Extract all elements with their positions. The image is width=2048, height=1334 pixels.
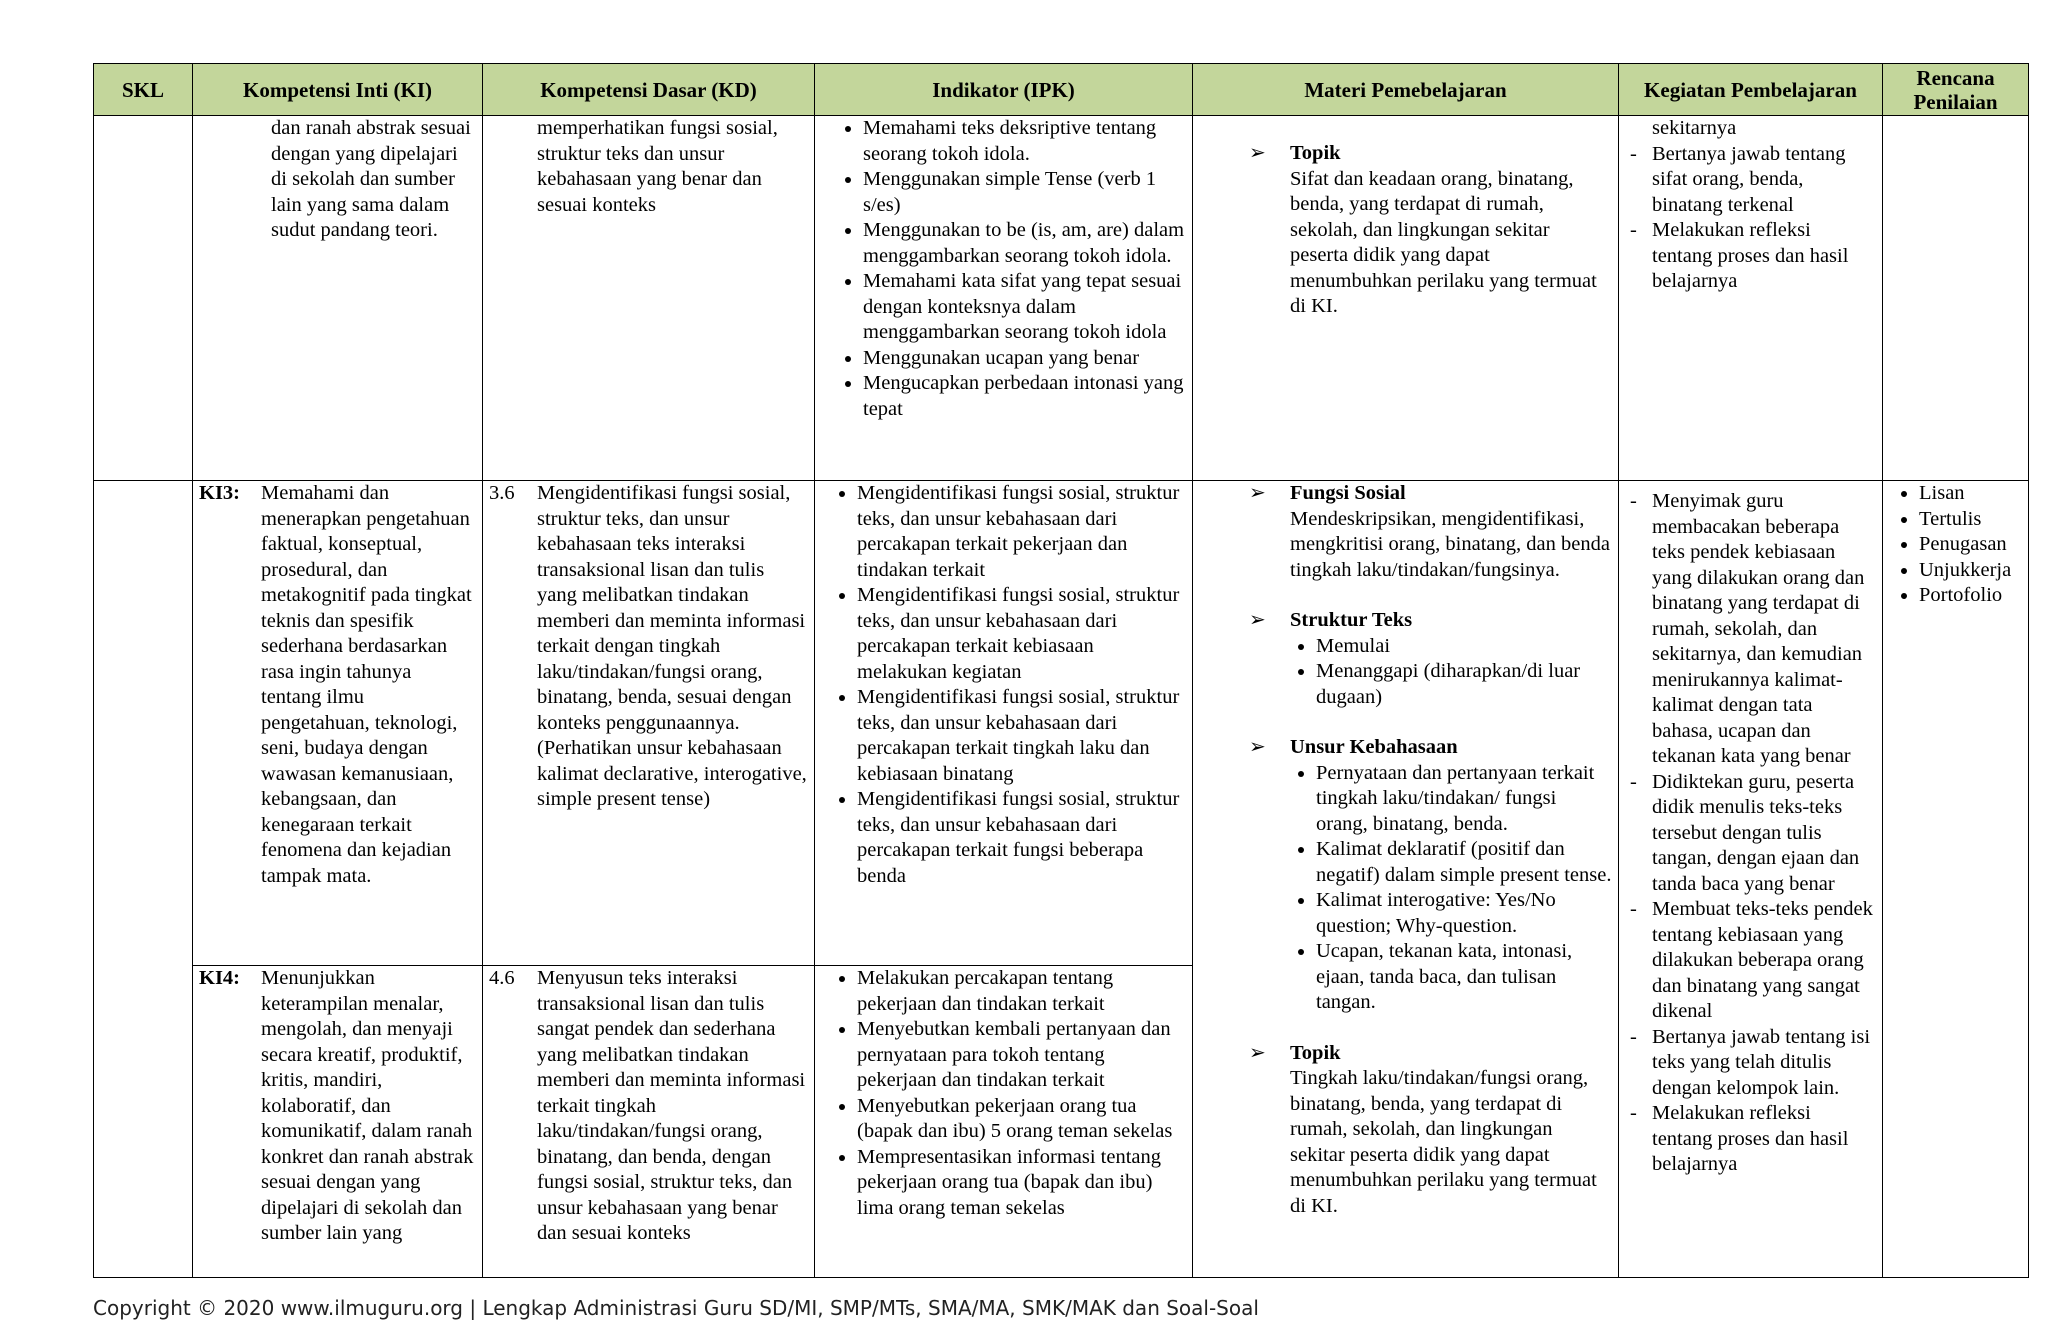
ki-cell xyxy=(193,481,483,966)
materi-topik: ➢ Topik Tingkah laku/tindakan/fungsi orang, binatang, benda, yang terdapat di rumah, sekolah, dan lingkungan sekitar peserta didik yang dapat menumbuhkan perilaku yang termuat di KI. xyxy=(1249,1041,1597,1217)
list-item: • Menyebutkan pekerjaan orang tua (bapak dan ibu) 5 orang teman sekelas xyxy=(857,1094,1186,1145)
list-item: • Tertulis xyxy=(1919,507,2022,533)
ipk-cell xyxy=(815,481,1193,966)
ki-label: KI4: xyxy=(199,967,240,989)
penilaian-list xyxy=(1889,481,2022,609)
list-item: • Mengidentifikasi fungsi sosial, struktur teks, dan unsur kebahasaan dari percakapan terkait pekerjaan dan tindakan terkait xyxy=(857,481,1186,583)
kd-text: Mengidentifikasi fungsi sosial, struktur teks, dan unsur kebahasaan teks interaksi transaksional lisan dan tulis yang melibatkan tindakan memberi dan meminta informasi terkait dengan tingkah laku/tindakan/fungsi orang, binatang, benda, sesuai dengan konteks penggunaannya. (Perhatikan unsur kebahasaan kalimat declarative, interogative, simple present tense) xyxy=(537,482,807,810)
struktur-list xyxy=(1199,634,1612,711)
kd-text: Menyusun teks interaksi transaksional lisan dan tulis sangat pendek dan sederhana yang melibatkan tindakan memberi dan meminta informasi terkait tingkah laku/tindakan/fungsi orang, binatang, dan benda, dengan fungsi sosial, struktur teks, dan unsur kebahasaan yang benar dan sesuai konteks xyxy=(537,967,806,1244)
list-item: - Membuat teks-teks pendek tentang kebiasaan yang dilakukan beberapa orang dan binatang yang sangat dikenal xyxy=(1625,897,1876,1025)
ipk-list xyxy=(821,116,1186,422)
list-item: - Melakukan refleksi tentang proses dan hasil belajarnya xyxy=(1625,218,1876,295)
arrow-bullet-icon: ➢ xyxy=(1249,736,1266,758)
kegiatan-lead: sekitarnya xyxy=(1652,117,1737,139)
ipk-list xyxy=(821,481,1186,889)
materi-fungsi-sosial: ➢ Fungsi Sosial Mendeskripsikan, mengidentifikasi, mengkritisi orang, binatang, dan benda tingkah laku/tindakan/fungsinya. xyxy=(1249,482,1610,581)
materi-cell xyxy=(1193,481,1619,1278)
kegiatan-list xyxy=(1625,142,1876,295)
ki-text: Memahami dan menerapkan pengetahuan faktual, konseptual, prosedural, dan metakognitif pada tingkat teknis dan spesifik sederhana berdasarkan rasa ingin tahunya tentang ilmu pengetahuan, teknologi, seni, budaya dengan wawasan kemanusiaan, kebangsaan, dan kenegaraan terkait fenomena dan kejadian tampak mata. xyxy=(261,482,472,887)
list-item: • Memahami teks deksriptive tentang seorang tokoh idola. xyxy=(863,116,1186,167)
kd-number: 4.6 xyxy=(489,967,515,989)
list-item: • Menanggapi (diharapkan/di luar dugaan) xyxy=(1316,659,1612,710)
list-item: • Mengidentifikasi fungsi sosial, struktur teks, dan unsur kebahasaan dari percakapan terkait fungsi beberapa benda xyxy=(857,787,1186,889)
arrow-bullet-icon: ➢ xyxy=(1249,482,1266,504)
list-item: • Melakukan percakapan tentang pekerjaan dan tindakan terkait xyxy=(857,966,1186,1017)
materi-unsur-kebahasaan: ➢ Unsur Kebahasaan xyxy=(1199,735,1612,761)
materi-cell xyxy=(1193,116,1619,481)
kd-text: memperhatikan fungsi sosial, struktur teks dan unsur kebahasaan yang benar dan sesuai konteks xyxy=(537,117,778,216)
ki-label: KI3: xyxy=(199,482,240,504)
table-row xyxy=(94,481,2029,966)
list-item: • Memahami kata sifat yang tepat sesuai dengan konteksnya dalam menggambarkan seorang tokoh idola xyxy=(863,269,1186,346)
ipk-list xyxy=(821,966,1186,1221)
kd-cell xyxy=(483,481,815,966)
list-item: • Memulai xyxy=(1316,634,1612,660)
list-item: • Unjukkerja xyxy=(1919,558,2022,584)
kd-cell xyxy=(483,966,815,1278)
arrow-bullet-icon: ➢ xyxy=(1249,609,1266,631)
penilaian-cell xyxy=(1883,481,2029,1278)
ki-cell xyxy=(193,116,483,481)
list-item: • Menggunakan to be (is, am, are) dalam menggambarkan seorang tokoh idola. xyxy=(863,218,1186,269)
skl-cell xyxy=(94,481,193,1278)
list-item: - Bertanya jawab tentang sifat orang, benda, binatang terkenal xyxy=(1625,142,1876,219)
header-ipk: Indikator (IPK) xyxy=(815,64,1193,116)
list-item: • Mempresentasikan informasi tentang pekerjaan orang tua (bapak dan ibu) lima orang teman sekelas xyxy=(857,1145,1186,1222)
list-item: - Menyimak guru membacakan beberapa teks pendek kebiasaan yang dilakukan orang dan binatang yang terdapat di rumah, sekolah, dan sekitarnya, dan kemudian menirukannya kalimat-kalimat dengan tata bahasa, ucapan dan tekanan kata yang benar xyxy=(1625,489,1876,770)
materi-struktur-teks: ➢ Struktur Teks xyxy=(1199,608,1612,634)
list-item: • Portofolio xyxy=(1919,583,2022,609)
skl-cell xyxy=(94,116,193,481)
list-item: • Menggunakan ucapan yang benar xyxy=(863,346,1186,372)
materi-topik: ➢ Topik Sifat dan keadaan orang, binatang, benda, yang terdapat di rumah, sekolah, dan lingkungan sekitar peserta didik yang dapat menumbuhkan perilaku yang termuat di KI. xyxy=(1249,142,1597,317)
ki-text: Menunjukkan keterampilan menalar, mengolah, dan menyaji secara kreatif, produktif, kritis, mandiri, kolaboratif, dan komunikatif, dalam ranah konkret dan ranah abstrak sesuai dengan yang dipelajari di sekolah dan sumber lain yang xyxy=(261,967,474,1244)
silabus-table xyxy=(93,63,2029,1278)
list-item: • Ucapan, tekanan kata, intonasi, ejaan, tanda baca, dan tulisan tangan. xyxy=(1316,939,1612,1016)
copyright-footer: Copyright © 2020 www.ilmuguru.org | Lengkap Administrasi Guru SD/MI, SMP/MTs, SMA/MA, SMK/MAK dan Soal-Soal xyxy=(93,1296,1259,1320)
header-skl: SKL xyxy=(94,64,193,116)
kegiatan-cell xyxy=(1619,481,1883,1278)
table-row xyxy=(94,116,2029,481)
arrow-bullet-icon: ➢ xyxy=(1249,142,1266,164)
list-item: • Penugasan xyxy=(1919,532,2022,558)
ki-cell xyxy=(193,966,483,1278)
list-item: • Lisan xyxy=(1919,481,2022,507)
kegiatan-list xyxy=(1625,489,1876,1178)
list-item: • Kalimat deklaratif (positif dan negatif) dalam simple present tense. xyxy=(1316,837,1612,888)
kd-cell xyxy=(483,116,815,481)
list-item: • Mengidentifikasi fungsi sosial, struktur teks, dan unsur kebahasaan dari percakapan terkait kebiasaan melakukan kegiatan xyxy=(857,583,1186,685)
unsur-list xyxy=(1199,761,1612,1016)
list-item: - Didiktekan guru, peserta didik menulis teks-teks tersebut dengan tulis tangan, dengan ejaan dan tanda baca yang benar xyxy=(1625,770,1876,898)
list-item: • Mengucapkan perbedaan intonasi yang tepat xyxy=(863,371,1186,422)
header-row xyxy=(94,64,2029,116)
list-item: • Mengidentifikasi fungsi sosial, struktur teks, dan unsur kebahasaan dari percakapan terkait tingkah laku dan kebiasaan binatang xyxy=(857,685,1186,787)
header-penilaian: Rencana Penilaian xyxy=(1883,64,2029,116)
ki-text: dan ranah abstrak sesuai dengan yang dipelajari di sekolah dan sumber lain yang sama dalam sudut pandang teori. xyxy=(271,117,471,241)
kegiatan-cell xyxy=(1619,116,1883,481)
list-item: - Melakukan refleksi tentang proses dan hasil belajarnya xyxy=(1625,1101,1876,1178)
list-item: • Menggunakan simple Tense (verb 1 s/es) xyxy=(863,167,1186,218)
ipk-cell xyxy=(815,966,1193,1278)
list-item: • Menyebutkan kembali pertanyaan dan pernyataan para tokoh tentang pekerjaan dan tindakan terkait xyxy=(857,1017,1186,1094)
list-item: • Pernyataan dan pertanyaan terkait tingkah laku/tindakan/ fungsi orang, binatang, benda. xyxy=(1316,761,1612,838)
header-kd: Kompetensi Dasar (KD) xyxy=(483,64,815,116)
kd-number: 3.6 xyxy=(489,482,515,504)
list-item: • Kalimat interogative: Yes/No question; Why-question. xyxy=(1316,888,1612,939)
list-item: - Bertanya jawab tentang isi teks yang telah ditulis dengan kelompok lain. xyxy=(1625,1025,1876,1102)
ipk-cell xyxy=(815,116,1193,481)
header-ki: Kompetensi Inti (KI) xyxy=(193,64,483,116)
header-kegiatan: Kegiatan Pembelajaran xyxy=(1619,64,1883,116)
header-materi: Materi Pemebelajaran xyxy=(1193,64,1619,116)
arrow-bullet-icon: ➢ xyxy=(1249,1041,1266,1064)
penilaian-cell xyxy=(1883,116,2029,481)
